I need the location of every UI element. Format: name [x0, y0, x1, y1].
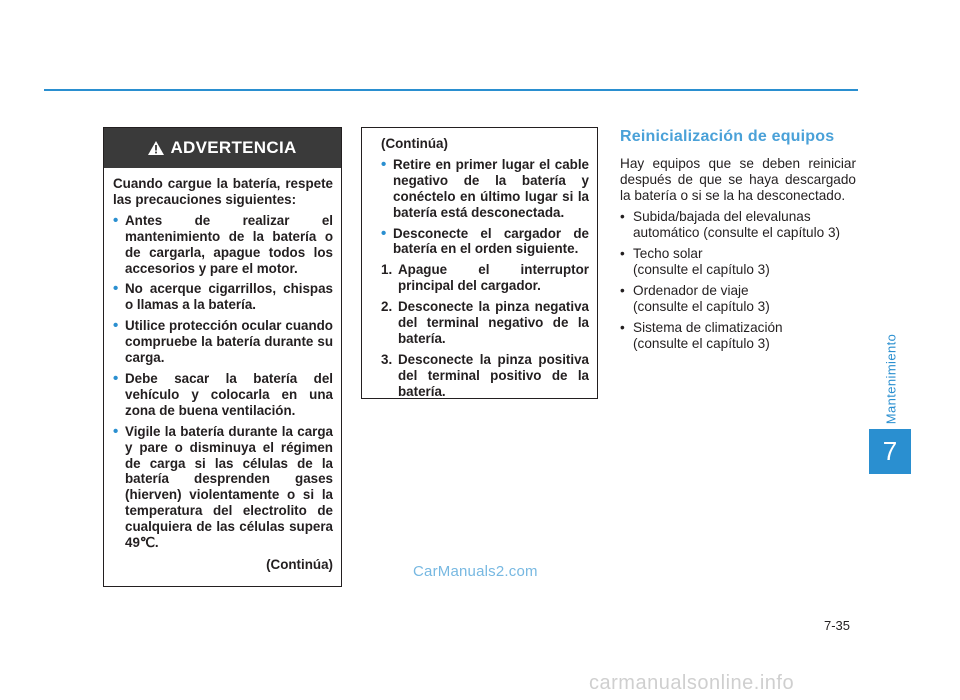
bullet-dot-icon: • — [381, 155, 387, 173]
bullet-dot-icon: • — [381, 224, 387, 242]
warning-bullet: • Antes de realizar el mantenimiento de la batería o de cargarla, apague todos los accesorios y pare el motor. — [113, 211, 333, 276]
step-item: 1. Apague el interruptor principal del cargador. — [381, 262, 589, 294]
bullet-dot-icon: • — [620, 209, 625, 224]
section-intro: Hay equipos que se deben reiniciar después de que se haya descargado la batería o si se la ha desconectado. — [620, 156, 856, 203]
continued-heading: (Continúa) — [381, 136, 448, 151]
bullet-dot-icon: • — [620, 246, 625, 261]
list-item: • Ordenador de viaje (consulte el capítulo 3) — [620, 283, 770, 314]
chapter-label: Mantenimiento — [883, 333, 899, 425]
bullet-dot-icon: • — [113, 422, 119, 440]
watermark: CarManuals2.com — [413, 563, 538, 580]
bullet-dot-icon: • — [620, 320, 625, 335]
bullet-dot-icon: • — [113, 369, 119, 387]
warning-bullet: • No acerque cigarrillos, chispas o llamas a la batería. — [113, 280, 333, 313]
continuation-bullet: • Desconecte el cargador de batería en el orden siguiente. — [381, 224, 589, 257]
warning-box — [103, 127, 342, 587]
reset-section — [620, 128, 856, 352]
list-item: • Subida/bajada del elevalunas automático (consulte el capítulo 3) — [620, 209, 841, 240]
bullet-dot-icon: • — [113, 211, 119, 229]
footer-watermark: carmanualsonline.info — [589, 672, 795, 694]
warning-title: ADVERTENCIA — [170, 138, 297, 157]
section-title: Reinicialización de equipos — [620, 128, 835, 145]
chapter-number-tab: 7 — [869, 429, 911, 474]
warning-bullet: • Utilice protección ocular cuando compruebe la batería durante su carga. — [113, 317, 333, 366]
warning-bullet: • Vigile la batería durante la carga y pare o disminuya el régimen de carga si las células de la batería desprenden gases (hierven) violentamente o si la temperatura del electrolito de cualquiera de las células supera 49℃. — [113, 422, 333, 551]
bullet-dot-icon: • — [113, 317, 119, 335]
list-item: • Sistema de climatización (consulte el capítulo 3) — [620, 320, 783, 351]
top-rule — [44, 89, 858, 91]
warning-intro: Cuando cargue la batería, respete las precauciones siguientes: — [113, 176, 333, 207]
bullet-dot-icon: • — [620, 283, 625, 298]
warning-bullet: • Debe sacar la batería del vehículo y colocarla en una zona de buena ventilación. — [113, 369, 333, 418]
warning-triangle-icon — [148, 141, 164, 155]
page-number: 7-35 — [824, 618, 851, 633]
step-item: 3. Desconecte la pinza positiva del terminal positivo de la batería. — [381, 351, 589, 399]
warning-header — [104, 128, 341, 168]
continuation-bullet: • Retire en primer lugar el cable negativo de la batería y conéctelo en último lugar si la batería está desconectada. — [381, 155, 589, 220]
step-item: 2. Desconecte la pinza negativa del terminal negativo de la batería. — [381, 299, 589, 346]
bullet-dot-icon: • — [113, 280, 119, 298]
list-item: • Techo solar (consulte el capítulo 3) — [620, 246, 770, 277]
continuation-box — [361, 127, 598, 399]
continued-label: (Continúa) — [266, 556, 333, 572]
